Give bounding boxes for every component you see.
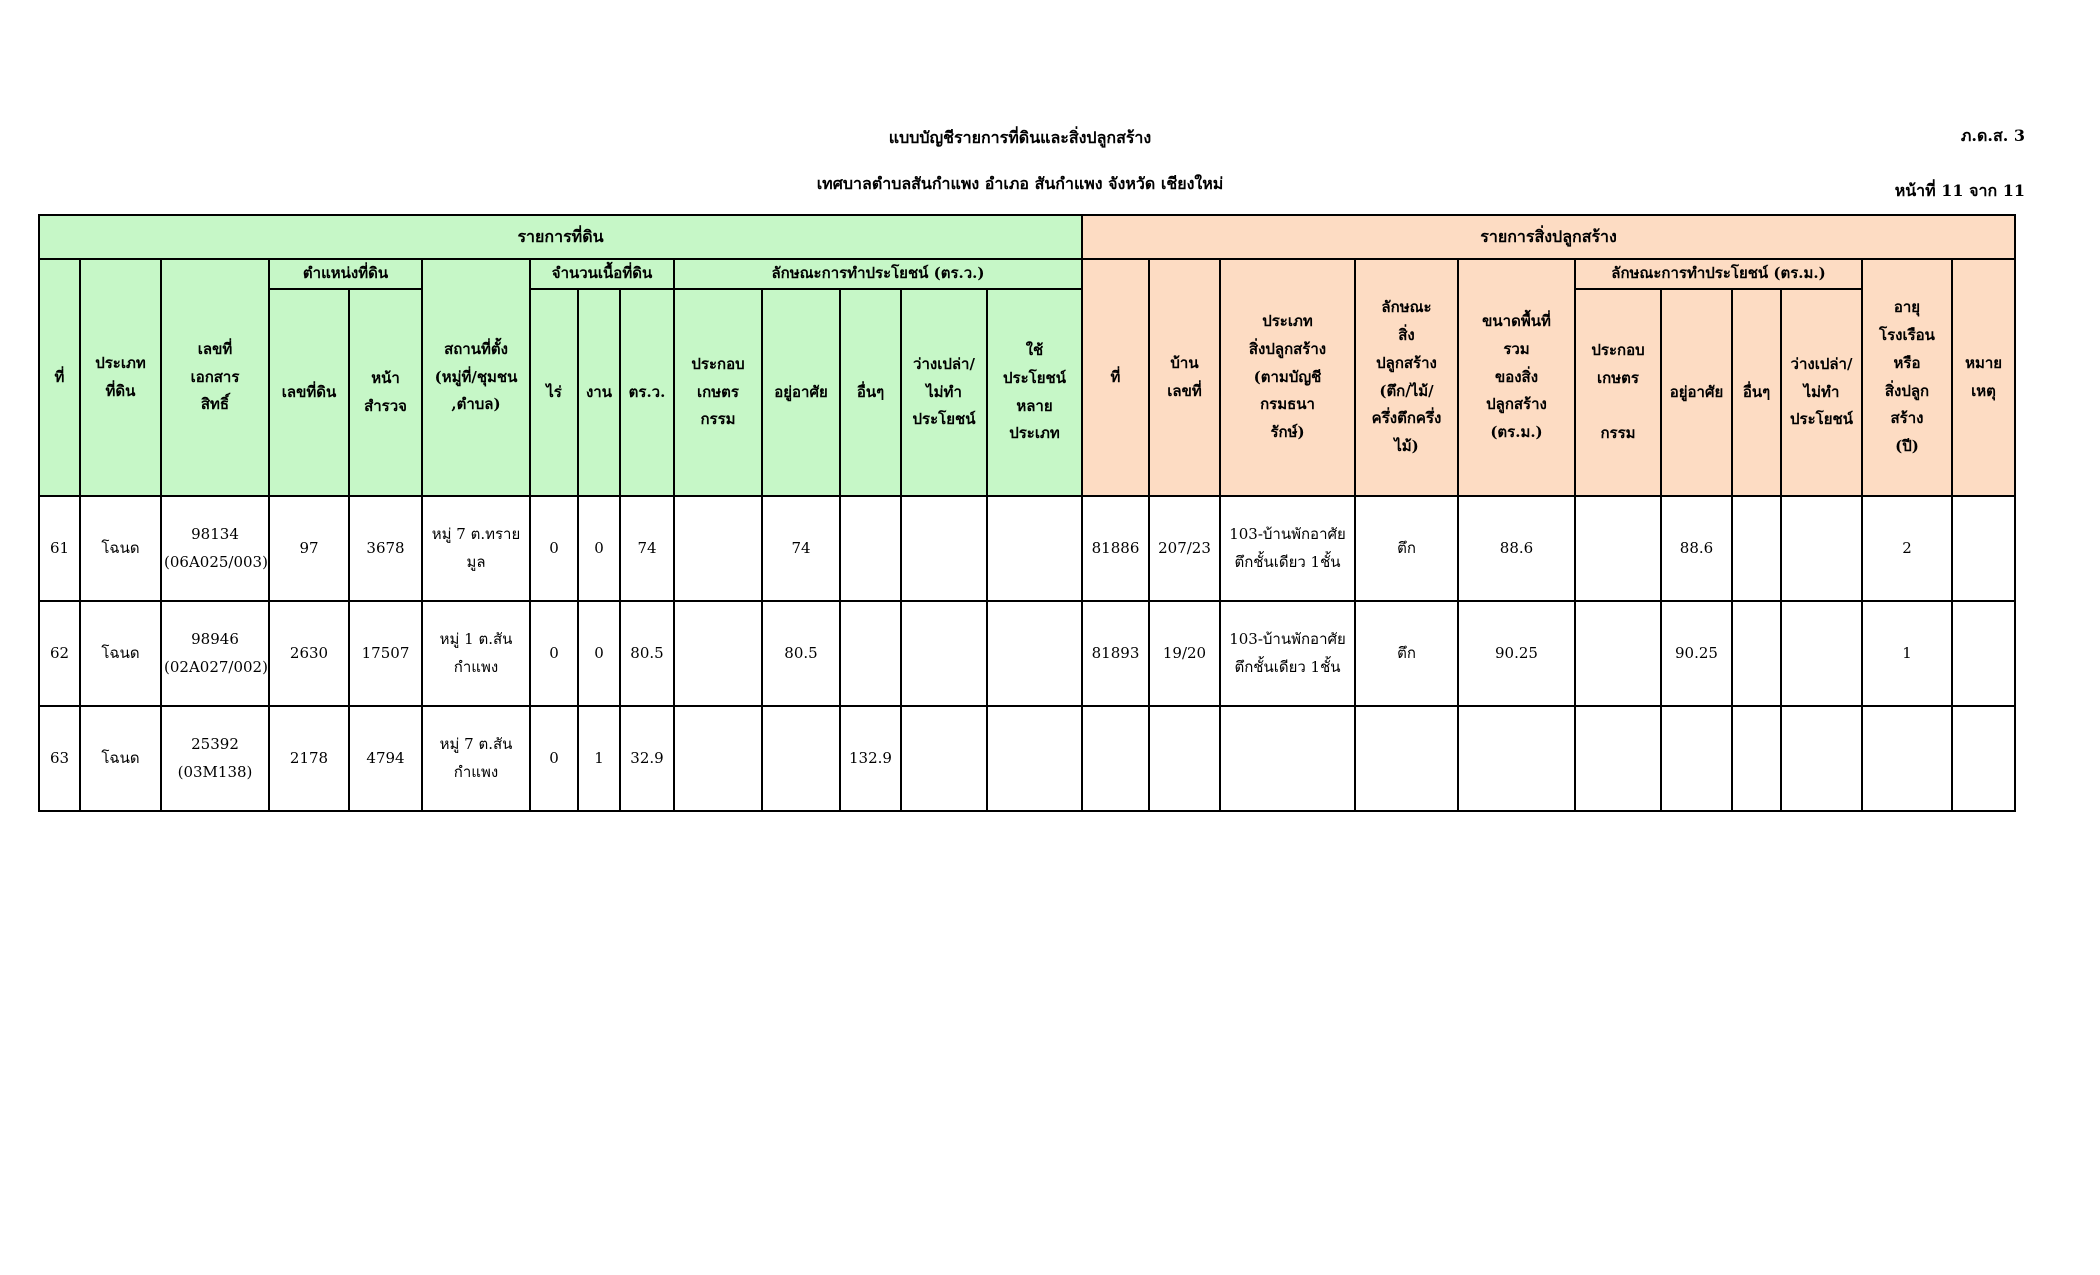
cell-farming — [674, 496, 762, 601]
col-ngan: งาน — [578, 289, 620, 496]
cell-bld-farming — [1575, 496, 1661, 601]
land-group-header: รายการที่ดิน — [39, 215, 1082, 259]
col-bld-size: ขนาดพื้นที่ รวม ของสิ่ง ปลูกสร้าง (ตร.ม.) — [1458, 259, 1575, 496]
form-code: ภ.ด.ส. 3 — [1960, 126, 2025, 145]
cell-parcel-no: 2178 — [269, 706, 349, 811]
cell-bld-vacant — [1781, 496, 1862, 601]
col-bld-residence: อยู่อาศัย — [1661, 289, 1732, 496]
form-title: แบบบัญชีรายการที่ดินและสิ่งปลูกสร้าง — [888, 128, 1152, 147]
col-doc-no: เลขที่ เอกสาร สิทธิ์ — [161, 259, 269, 496]
cell-residence: 74 — [762, 496, 840, 601]
col-residence: อยู่อาศัย — [762, 289, 840, 496]
cell-ngan: 0 — [578, 601, 620, 706]
col-survey-page: หน้า สำรวจ — [349, 289, 422, 496]
cell-house-no — [1149, 706, 1220, 811]
cell-bld-nature: ตึก — [1355, 601, 1458, 706]
cell-bld-no — [1082, 706, 1149, 811]
cell-doc-no: 25392 (03M138) — [161, 706, 269, 811]
cell-bld-residence: 90.25 — [1661, 601, 1732, 706]
cell-mixed-use — [987, 496, 1082, 601]
col-bld-type: ประเภท สิ่งปลูกสร้าง (ตามบัญชี กรมธนา รักษ์) — [1220, 259, 1355, 496]
cell-residence: 80.5 — [762, 601, 840, 706]
cell-bld-size: 90.25 — [1458, 601, 1575, 706]
cell-bld-vacant — [1781, 706, 1862, 811]
cell-age: 1 — [1862, 601, 1952, 706]
cell-vacant — [901, 496, 987, 601]
cell-farming — [674, 706, 762, 811]
cell-bld-farming — [1575, 706, 1661, 811]
col-land-type: ประเภท ที่ดิน — [80, 259, 161, 496]
col-bld-other: อื่นๆ — [1732, 289, 1781, 496]
col-bld-vacant: ว่างเปล่า/ ไม่ทำ ประโยชน์ — [1781, 289, 1862, 496]
form-subtitle: เทศบาลตำบลสันกำแพง อำเภอ สันกำแพง จังหวัด เชียงใหม่ — [816, 174, 1224, 193]
cell-bld-no: 81886 — [1082, 496, 1149, 601]
col-no: ที่ — [39, 259, 80, 496]
cell-bld-no: 81893 — [1082, 601, 1149, 706]
table-row — [39, 601, 2015, 706]
cell-survey-page: 17507 — [349, 601, 422, 706]
cell-age — [1862, 706, 1952, 811]
cell-other — [840, 601, 901, 706]
cell-bld-residence — [1661, 706, 1732, 811]
cell-vacant — [901, 601, 987, 706]
cell-wa: 80.5 — [620, 601, 674, 706]
cell-remark — [1952, 706, 2015, 811]
cell-bld-type: 103-บ้านพักอาศัย ตึกชั้นเดียว 1ชั้น — [1220, 601, 1355, 706]
col-rai: ไร่ — [530, 289, 578, 496]
col-location: สถานที่ตั้ง (หมู่ที่/ชุมชน ,ตำบล) — [422, 259, 530, 496]
cell-doc-no: 98946 (02A027/002) — [161, 601, 269, 706]
cell-parcel-no: 97 — [269, 496, 349, 601]
cell-no: 62 — [39, 601, 80, 706]
cell-location: หมู่ 1 ต.สัน กำแพง — [422, 601, 530, 706]
cell-mixed-use — [987, 706, 1082, 811]
col-house-no: บ้าน เลขที่ — [1149, 259, 1220, 496]
cell-location: หมู่ 7 ต.สัน กำแพง — [422, 706, 530, 811]
cell-location: หมู่ 7 ต.ทราย มูล — [422, 496, 530, 601]
cell-other: 132.9 — [840, 706, 901, 811]
cell-parcel-no: 2630 — [269, 601, 349, 706]
cell-residence — [762, 706, 840, 811]
cell-bld-size: 88.6 — [1458, 496, 1575, 601]
cell-rai: 0 — [530, 496, 578, 601]
page-info: หน้าที่ 11 จาก 11 — [1894, 181, 2025, 200]
bld-use-header: ลักษณะการทำประโยชน์ (ตร.ม.) — [1575, 259, 1862, 289]
cell-bld-farming — [1575, 601, 1661, 706]
cell-bld-other — [1732, 496, 1781, 601]
cell-mixed-use — [987, 601, 1082, 706]
land-use-header: ลักษณะการทำประโยชน์ (ตร.ว.) — [674, 259, 1082, 289]
col-parcel-no: เลขที่ดิน — [269, 289, 349, 496]
cell-bld-other — [1732, 706, 1781, 811]
table-row — [39, 496, 2015, 601]
cell-remark — [1952, 496, 2015, 601]
cell-house-no: 207/23 — [1149, 496, 1220, 601]
land-building-table — [38, 214, 2016, 812]
cell-bld-size — [1458, 706, 1575, 811]
cell-land-type: โฉนด — [80, 706, 161, 811]
cell-land-type: โฉนด — [80, 601, 161, 706]
cell-age: 2 — [1862, 496, 1952, 601]
cell-bld-other — [1732, 601, 1781, 706]
cell-ngan: 1 — [578, 706, 620, 811]
table-row — [39, 706, 2015, 811]
cell-bld-residence: 88.6 — [1661, 496, 1732, 601]
cell-doc-no: 98134 (06A025/003) — [161, 496, 269, 601]
cell-remark — [1952, 601, 2015, 706]
cell-bld-nature: ตึก — [1355, 496, 1458, 601]
col-mixed-use: ใช้ ประโยชน์ หลาย ประเภท — [987, 289, 1082, 496]
cell-rai: 0 — [530, 706, 578, 811]
cell-no: 61 — [39, 496, 80, 601]
cell-rai: 0 — [530, 601, 578, 706]
col-bld-farming: ประกอบ เกษตร กรรม — [1575, 289, 1661, 496]
col-age: อายุ โรงเรือน หรือ สิ่งปลูก สร้าง (ปี) — [1862, 259, 1952, 496]
cell-other — [840, 496, 901, 601]
cell-bld-type — [1220, 706, 1355, 811]
cell-ngan: 0 — [578, 496, 620, 601]
cell-bld-vacant — [1781, 601, 1862, 706]
col-other: อื่นๆ — [840, 289, 901, 496]
cell-vacant — [901, 706, 987, 811]
cell-wa: 32.9 — [620, 706, 674, 811]
cell-land-type: โฉนด — [80, 496, 161, 601]
cell-bld-type: 103-บ้านพักอาศัย ตึกชั้นเดียว 1ชั้น — [1220, 496, 1355, 601]
building-group-header: รายการสิ่งปลูกสร้าง — [1082, 215, 2015, 259]
cell-farming — [674, 601, 762, 706]
col-remark: หมาย เหตุ — [1952, 259, 2015, 496]
cell-survey-page: 3678 — [349, 496, 422, 601]
cell-bld-nature — [1355, 706, 1458, 811]
col-bld-nature: ลักษณะ สิ่ง ปลูกสร้าง (ตึก/ไม้/ ครึ่งตึกครึ่ง ไม้) — [1355, 259, 1458, 496]
cell-no: 63 — [39, 706, 80, 811]
cell-house-no: 19/20 — [1149, 601, 1220, 706]
col-farming: ประกอบ เกษตร กรรม — [674, 289, 762, 496]
land-area-header: จำนวนเนื้อที่ดิน — [530, 259, 674, 289]
cell-survey-page: 4794 — [349, 706, 422, 811]
col-bld-no: ที่ — [1082, 259, 1149, 496]
land-location-header: ตำแหน่งที่ดิน — [269, 259, 422, 289]
col-vacant: ว่างเปล่า/ ไม่ทำ ประโยชน์ — [901, 289, 987, 496]
cell-wa: 74 — [620, 496, 674, 601]
col-wa: ตร.ว. — [620, 289, 674, 496]
